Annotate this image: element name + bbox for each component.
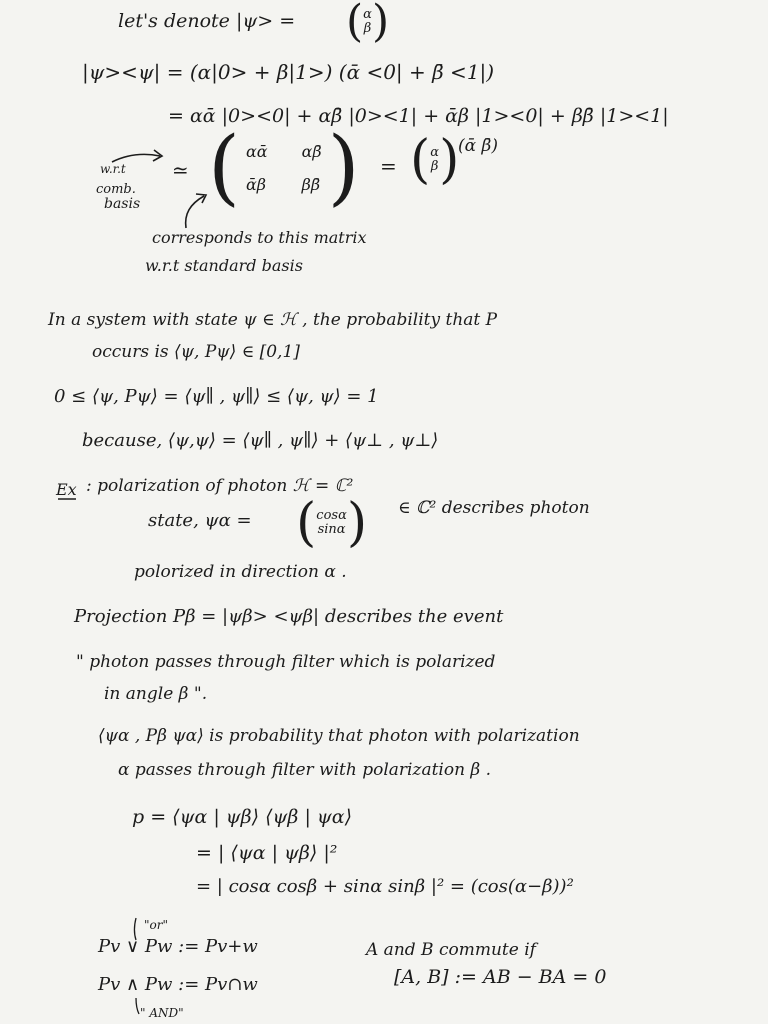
denote-vector-top: α: [363, 7, 372, 23]
tilde-symbol: ≃: [172, 158, 189, 182]
example-label: Ex: [56, 480, 77, 499]
commute-line-2: [A, B] := AB − BA = 0: [394, 966, 607, 988]
outer-product-expr: |ψ><ψ| = (α|0> + β|1>) (ᾱ <0| + β̄ <1|): [82, 60, 495, 84]
matrix-c: ᾱβ: [246, 175, 267, 194]
probability-statement: In a system with state ψ ∈ ℋ , the probability that P: [48, 310, 498, 330]
state-describes: ∈ ℂ² describes photon: [398, 498, 590, 518]
denote-text: let's denote |ψ> =: [118, 10, 296, 32]
probability-line-2: α passes through filter with polarization β .: [118, 760, 492, 780]
matrix-b: αβ̄: [301, 142, 322, 161]
and-label: " AND": [140, 1006, 184, 1020]
p-equation-2: = | ⟨ψα | ψβ⟩ |²: [196, 842, 338, 864]
wrt-label: w.r.t: [100, 162, 126, 176]
p-equation-3: = | cosα cosβ + sinα sinβ |² = (cos(α−β))²: [196, 876, 574, 897]
commute-line-1: A and B commute if: [366, 940, 536, 960]
example-line: : polarization of photon ℋ = ℂ²: [86, 476, 354, 496]
projection-line: Projection Pβ = |ψβ> <ψβ| describes the event: [74, 606, 504, 627]
state-vector-bottom: sinα: [317, 522, 346, 537]
column-vector-top: α: [430, 145, 440, 161]
polarized-line: polorized in direction α .: [134, 562, 347, 582]
occurs-statement: occurs is ⟨ψ, Pψ⟩ ∈ [0,1]: [92, 342, 300, 362]
basis-label: basis: [104, 196, 141, 212]
row-vector: (ᾱ β̄): [458, 136, 498, 156]
state-vector-top: cosα: [316, 508, 347, 524]
denote-vector: ( α β ): [346, 0, 390, 47]
probability-line-1: ⟨ψα , Pβ ψα⟩ is probability that photon with polarization: [98, 726, 580, 746]
matrix-d: ββ̄: [301, 175, 321, 194]
inequality-line: 0 ≤ ⟨ψ, Pψ⟩ = ⟨ψ∥ , ψ∥⟩ ≤ ⟨ψ, ψ⟩ = 1: [54, 386, 379, 407]
column-vector: ( α β ): [410, 130, 460, 190]
or-line: Pv ∨ Pw := Pv+w: [98, 936, 258, 957]
state-line: state, ψα =: [148, 510, 252, 531]
standard-basis-line: w.r.t standard basis: [145, 256, 303, 275]
density-matrix: ( αᾱ αβ̄ ᾱβ ββ̄ ): [208, 120, 360, 215]
matrix-equals: =: [380, 154, 397, 178]
state-vector: ( cosα sinα ): [296, 493, 368, 553]
expansion-expr: = αᾱ |0><0| + αβ̄ |0><1| + ᾱβ |1><0| + ββ̄ |1><1|: [168, 105, 669, 127]
denote-vector-bottom: β: [363, 21, 372, 36]
p-equation-1: p = ⟨ψα | ψβ⟩ ⟨ψβ | ψα⟩: [132, 806, 353, 828]
comb-label: comb.: [96, 182, 136, 197]
because-line: because, ⟨ψ,ψ⟩ = ⟨ψ∥ , ψ∥⟩ + ⟨ψ⊥ , ψ⊥⟩: [82, 430, 439, 451]
or-label: "or": [144, 918, 168, 932]
corresponds-line: corresponds to this matrix: [152, 228, 367, 247]
matrix-a: αᾱ: [246, 142, 268, 161]
and-line: Pv ∧ Pw := Pv∩w: [98, 974, 258, 995]
column-vector-bottom: β: [430, 159, 439, 174]
in-angle-line: in angle β ".: [104, 684, 208, 704]
photon-passes-line: " photon passes through filter which is polarized: [76, 652, 496, 672]
